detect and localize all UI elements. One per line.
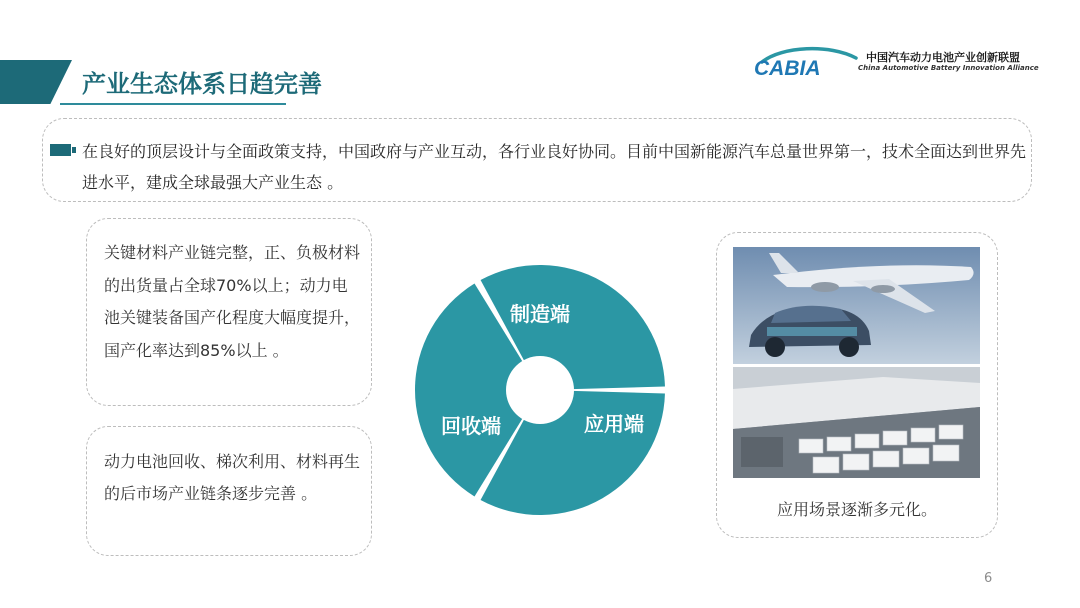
svg-text:CABIA: CABIA	[754, 57, 821, 80]
cabia-logo	[752, 42, 864, 80]
segment-label-recycling: 回收端	[441, 414, 501, 438]
page-title: 产业生态体系日趋完善	[82, 70, 322, 98]
energy-storage-station-image	[733, 367, 980, 478]
recycling-text: 动力电池回收、梯次利用、材料再生的后市场产业链条逐步完善 。	[104, 452, 361, 503]
org-name-chinese: 中国汽车动力电池产业创新联盟	[866, 51, 1020, 64]
application-caption: 应用场景逐渐多元化。	[776, 500, 937, 519]
intro-text: 在良好的顶层设计与全面政策支持，中国政府与产业互动，各行业良好协同。目前中国新能源汽车总量世界第一，技术全面达到世界先进水平，建成全球最强大产业生态 。	[82, 142, 1027, 192]
battery-icon	[50, 144, 76, 156]
segment-label-application: 应用端	[584, 412, 644, 436]
materials-text: 关键材料产业链完整，正、负极材料的出货量占全球70%以上；动力电池关键装备国产化程度大幅度提升，国产化率达到85%以上 。	[104, 243, 361, 360]
org-name-english: China Automotive Battery Innovation Alliance	[858, 64, 1039, 72]
title-underline	[60, 103, 286, 105]
title-accent-band	[0, 60, 72, 104]
page-number: 6	[984, 571, 993, 586]
airplane-and-car-image	[733, 247, 980, 364]
industry-cycle-diagram	[413, 263, 667, 517]
segment-label-manufacturing: 制造端	[510, 302, 570, 326]
cycle-center-hole	[506, 356, 574, 424]
